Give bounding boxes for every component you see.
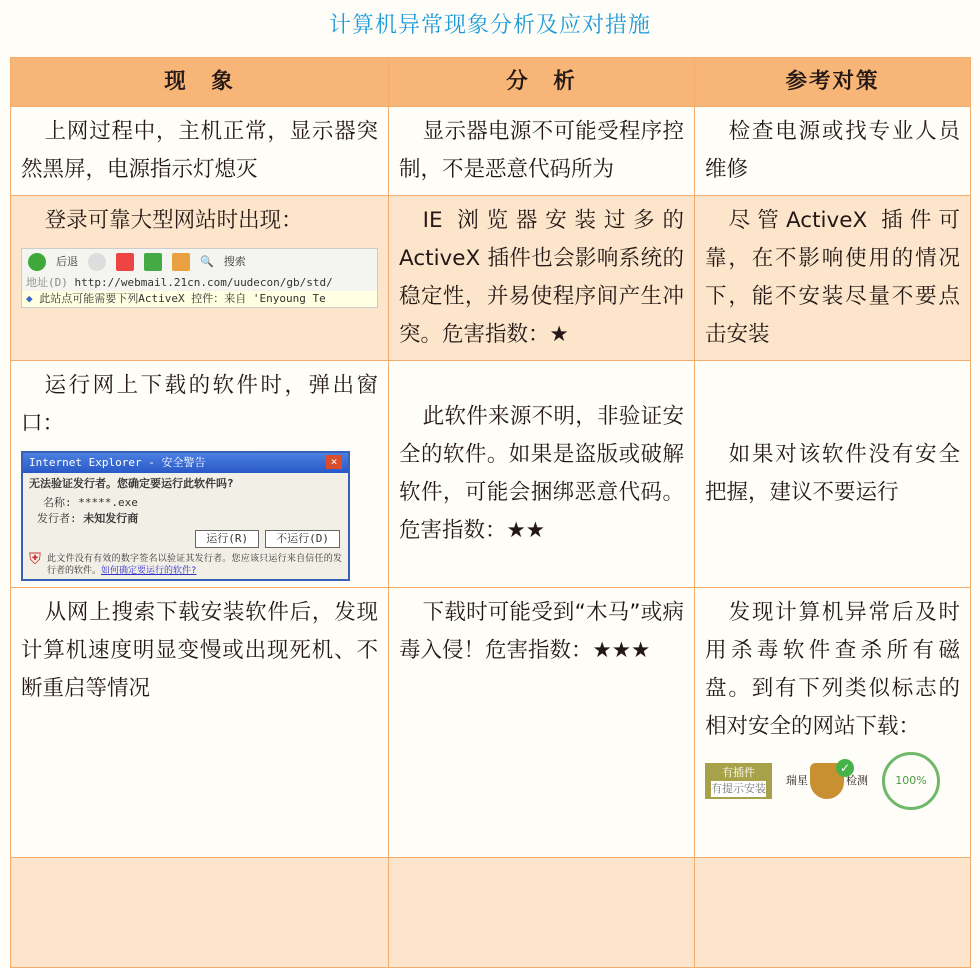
plugin-badge-bottom: 有提示安装 bbox=[711, 782, 766, 795]
forward-icon bbox=[88, 253, 106, 271]
dialog-title: Internet Explorer - 安全警告 bbox=[29, 456, 206, 469]
address-url: http://webmail.21cn.com/uudecon/gb/std/ bbox=[74, 276, 333, 289]
solution-cell bbox=[695, 858, 971, 968]
phenomenon-cell: 上网过程中，主机正常，显示器突然黑屏，电源指示灯熄灭 bbox=[11, 107, 389, 196]
dont-run-button[interactable]: 不运行(D) bbox=[265, 530, 340, 548]
rising-badge bbox=[786, 763, 868, 799]
table-row bbox=[11, 196, 971, 361]
shield-warning-icon: ⛨ bbox=[29, 549, 42, 568]
phenomenon-cell bbox=[11, 361, 389, 588]
address-label: 地址(D) bbox=[26, 276, 68, 289]
table-row bbox=[11, 107, 971, 196]
back-label: 后退 bbox=[56, 255, 78, 268]
name-value: *****.exe bbox=[78, 496, 138, 509]
table-row bbox=[11, 361, 971, 588]
home-icon bbox=[172, 253, 190, 271]
refresh-icon bbox=[144, 253, 162, 271]
back-icon bbox=[28, 253, 46, 271]
stop-icon bbox=[116, 253, 134, 271]
analysis-cell: 此软件来源不明，非验证安全的软件。如果是盗版或破解软件，可能会捆绑恶意代码。危害指数：★★ bbox=[389, 361, 695, 588]
analysis-cell: 下载时可能受到“木马”或病毒入侵！危害指数：★★★ bbox=[389, 588, 695, 858]
analysis-cell: 显示器电源不可能受程序控制，不是恶意代码所为 bbox=[389, 107, 695, 196]
anomaly-table bbox=[10, 57, 971, 968]
rising-badge-right: 检测 bbox=[846, 774, 868, 787]
plugin-badge bbox=[705, 763, 772, 799]
solution-cell: 检查电源或找专业人员维修 bbox=[695, 107, 971, 196]
publisher-value: 未知发行商 bbox=[83, 512, 139, 525]
activex-info-bar: 此站点可能需要下列ActiveX 控件：来自 'Enyoung Te bbox=[39, 292, 326, 305]
security-warning-dialog bbox=[21, 451, 350, 581]
lion-shield-icon bbox=[810, 761, 851, 799]
safe-seal-badge: 100% bbox=[882, 752, 940, 810]
phenomenon-cell: 从网上搜索下载安装软件后，发现计算机速度明显变慢或出现死机、不断重启等情况 bbox=[11, 588, 389, 858]
header-solution: 参考对策 bbox=[695, 58, 971, 107]
help-link[interactable]: 如何确定要运行的软件? bbox=[101, 566, 197, 576]
table-row bbox=[11, 858, 971, 968]
plugin-badge-top: 有插件 bbox=[722, 766, 755, 779]
phenomenon-text: 登录可靠大型网站时出现： bbox=[44, 208, 303, 233]
shield-icon: ◆ bbox=[26, 292, 33, 305]
name-label: 名称: bbox=[43, 496, 72, 509]
safety-badges bbox=[705, 752, 960, 810]
header-phenomenon: 现 象 bbox=[11, 58, 389, 107]
rising-badge-left: 瑞星 bbox=[786, 774, 808, 787]
browser-screenshot bbox=[21, 248, 378, 308]
search-label: 搜索 bbox=[223, 255, 246, 268]
phenomenon-cell bbox=[11, 196, 389, 361]
analysis-cell bbox=[389, 858, 695, 968]
search-icon: 🔍 bbox=[200, 255, 214, 268]
analysis-cell: IE 浏览器安装过多的 ActiveX 插件也会影响系统的稳定性，并易使程序间产生冲突。危害指数：★ bbox=[389, 196, 695, 361]
solution-cell: 尽管ActiveX 插件可靠，在不影响使用的情况下，能不安装尽量不要点击安装 bbox=[695, 196, 971, 361]
table-row bbox=[11, 588, 971, 858]
dialog-warning: 此文件没有有效的数字签名以验证其发行者。您应该只运行来自信任的发行者的软件。 bbox=[47, 554, 342, 576]
close-icon: × bbox=[326, 455, 342, 469]
solution-text: 发现计算机异常后及时用杀毒软件查杀所有磁盘。到有下列类似标志的相对安全的网站下载： bbox=[705, 600, 960, 739]
publisher-label: 发行者: bbox=[37, 512, 77, 525]
table-header bbox=[11, 58, 971, 107]
check-icon: ✓ bbox=[836, 759, 854, 777]
page-title: 计算机异常现象分析及应对措施 bbox=[328, 13, 651, 38]
phenomenon-text: 运行网上下载的软件时，弹出窗口： bbox=[21, 373, 378, 436]
phenomenon-cell bbox=[11, 858, 389, 968]
header-analysis: 分 析 bbox=[389, 58, 695, 107]
solution-cell: 如果对该软件没有安全把握，建议不要运行 bbox=[695, 361, 971, 588]
run-button[interactable]: 运行(R) bbox=[195, 530, 259, 548]
solution-cell bbox=[695, 588, 971, 858]
dialog-question: 无法验证发行者。您确定要运行此软件吗? bbox=[29, 477, 234, 490]
